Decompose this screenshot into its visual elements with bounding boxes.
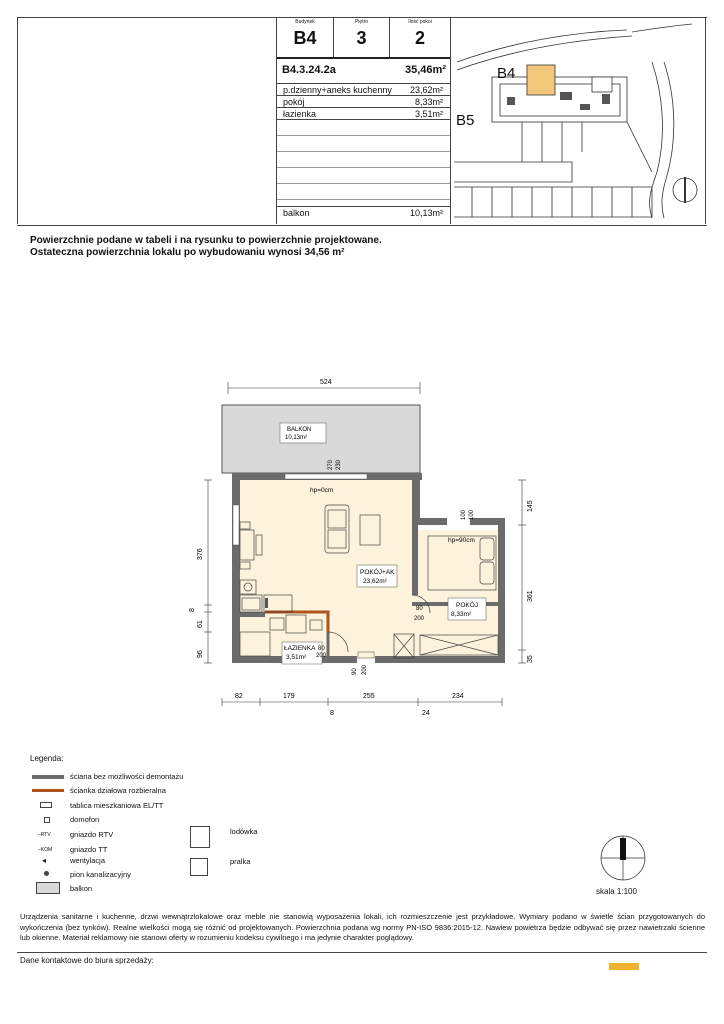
legend-tt: gniazdo TT bbox=[70, 845, 108, 854]
legend-washer: pralka bbox=[230, 857, 251, 866]
room-row bbox=[283, 85, 445, 96]
door-a2: 200 bbox=[316, 653, 327, 659]
dim-left-2: 8 bbox=[189, 608, 196, 612]
dim-bot-2: 179 bbox=[283, 693, 295, 700]
legend-rtv: gniazdo RTV bbox=[70, 830, 114, 839]
building-value: B4 bbox=[293, 28, 317, 48]
rooms-value: 2 bbox=[414, 28, 425, 48]
dim-right-2: 361 bbox=[527, 590, 534, 602]
floor-cell bbox=[334, 17, 389, 57]
legend-title: Legenda: bbox=[30, 754, 64, 763]
floor-plan bbox=[180, 370, 550, 730]
door-top4: 100 bbox=[469, 509, 475, 520]
hp1-label: hp=0cm bbox=[310, 487, 334, 494]
living-area: 23,62m² bbox=[363, 578, 387, 585]
balcony-name: balkon bbox=[283, 208, 310, 218]
door-b2: 200 bbox=[414, 616, 425, 622]
dim-left-4: 96 bbox=[197, 650, 204, 658]
room-name: p.dzienny+aneks kuchenny bbox=[283, 85, 392, 95]
unit-area: 35,46m² bbox=[405, 64, 446, 76]
room-row bbox=[283, 97, 445, 108]
fridge-icon bbox=[190, 826, 210, 848]
rooms-label: Ilość pokoi bbox=[408, 19, 432, 25]
room-area: 23,62m² bbox=[409, 85, 443, 95]
balcony-area: 10,13m² bbox=[409, 208, 443, 218]
keyplan-b4: B4 bbox=[497, 65, 516, 82]
scale-label: skala 1:100 bbox=[596, 887, 637, 896]
legend-intercom: domofon bbox=[70, 815, 100, 824]
door-top1: 270 bbox=[328, 459, 334, 470]
door-a1: 80 bbox=[318, 646, 325, 652]
dim-right-3: 35 bbox=[527, 655, 534, 663]
room-area: 8,33m² bbox=[414, 97, 443, 107]
notice-line-1: Powierzchnie podane w tabeli i na rysunku to powierzchnie projektowane. bbox=[30, 235, 382, 246]
legend-balcony: balkon bbox=[70, 884, 93, 893]
balkon-label: BALKON bbox=[287, 427, 312, 433]
dim-bot-4: 234 bbox=[452, 693, 464, 700]
dim-left-3: 61 bbox=[197, 620, 204, 628]
contact-label: Dane kontaktowe do biura sprzedaży: bbox=[20, 956, 154, 965]
legend-panel: tablica mieszkaniowa EL/TT bbox=[70, 801, 164, 810]
keyplan-b5: B5 bbox=[456, 112, 475, 129]
dim-right-1: 145 bbox=[527, 500, 534, 512]
disclaimer: Urządzenia sanitarne i kuchenne, drzwi wewnątrzlokalowe oraz meble nie stanowią wyposażenia lokali, ich rozmieszczenie jest przykładowe. Wymiary podano w świetle ścian przygotowanych do wykończenia (bez tynków). Realne wielkości mogą się różnić od projektowanych. Powierzchnia podana wg normy PN-ISO 9836:2015-12. Nawiew powietrza będzie odbywać się przez nawietrzaki ścienne lub okienne. Materiał reklamowy nie stanowi oferty w rozumieniu kodeksu cywilnego i ma jedynie charakter poglądowy. bbox=[20, 912, 705, 942]
dim-bot-1: 82 bbox=[235, 693, 243, 700]
legend-wall: ściana bez możliwości demontażu bbox=[70, 772, 184, 781]
notice-line-2: Ostateczna powierzchnia lokalu po wybudowaniu wynosi 34,56 m² bbox=[30, 247, 345, 258]
floor-label: Piętro bbox=[354, 19, 369, 25]
door-top2: 230 bbox=[336, 459, 342, 470]
unit-code: B4.3.24.2a bbox=[282, 64, 336, 76]
key-plan bbox=[452, 22, 702, 220]
hp2-label: hp=90cm bbox=[448, 537, 475, 544]
balkon-area-label: 10,13m² bbox=[285, 435, 308, 441]
unit-highlight bbox=[527, 65, 555, 95]
room-row bbox=[283, 109, 445, 120]
legend-vent: wentylacja bbox=[70, 856, 106, 865]
dim-top: 524 bbox=[320, 379, 332, 386]
brand-accent-bar bbox=[609, 963, 639, 970]
legend-partition: ścianka działowa rozbieralna bbox=[70, 786, 166, 795]
legend-pipe: pion kanalizacyjny bbox=[70, 870, 131, 879]
vent-icon: ◂ bbox=[42, 856, 47, 865]
room-area-label: 8,33m² bbox=[451, 611, 472, 618]
rooms-cell bbox=[390, 17, 450, 57]
wall-symbol bbox=[32, 775, 64, 779]
intercom-icon bbox=[44, 817, 50, 823]
dim-bot-3: 255 bbox=[363, 693, 375, 700]
tt-icon: –KOM bbox=[38, 847, 53, 853]
room-name: łazienka bbox=[283, 109, 317, 119]
room-label: POKÓJ bbox=[456, 602, 479, 609]
bath-label: ŁAZIENKA bbox=[284, 645, 316, 652]
panel-icon bbox=[40, 802, 52, 808]
washer-icon bbox=[190, 858, 208, 876]
floor-value: 3 bbox=[356, 28, 367, 48]
dim-bot-5: 8 bbox=[330, 710, 334, 717]
partition-symbol bbox=[32, 789, 64, 792]
room-area: 3,51m² bbox=[414, 109, 443, 119]
balcony-icon bbox=[36, 882, 60, 894]
room-name: pokój bbox=[283, 97, 305, 107]
bath-area: 3,51m² bbox=[286, 654, 307, 661]
rtv-icon: –RTV bbox=[38, 832, 51, 838]
building-cell bbox=[277, 17, 333, 57]
door-b1: 80 bbox=[416, 606, 423, 612]
dim-left-1: 376 bbox=[197, 548, 204, 560]
door-c2: 200 bbox=[362, 664, 368, 675]
door-c1: 90 bbox=[352, 668, 358, 675]
dim-bot-6: 24 bbox=[422, 710, 430, 717]
balcony-row bbox=[283, 208, 445, 219]
pipe-icon bbox=[44, 871, 49, 876]
door-top3: 100 bbox=[461, 509, 467, 520]
north-arrow-icon bbox=[598, 833, 648, 883]
legend-fridge: lodówka bbox=[230, 827, 258, 836]
building-label: Budynek bbox=[295, 19, 315, 25]
living-label: POKÓJ+AK bbox=[360, 569, 395, 576]
